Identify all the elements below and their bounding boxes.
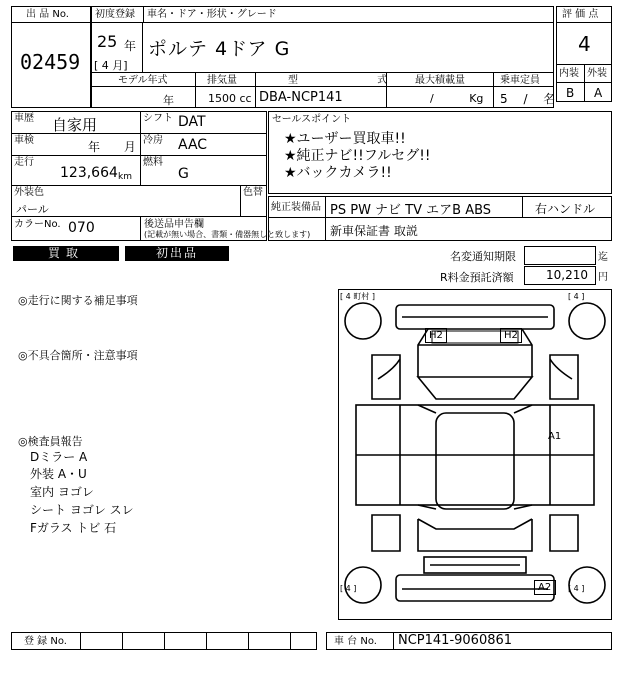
exterior-grade: A xyxy=(594,86,603,100)
exterior-label: 外装 xyxy=(587,68,607,79)
fuel-value: G xyxy=(178,166,189,182)
mileage-unit: km xyxy=(118,172,132,182)
inspector-report-label: ◎検査員報告 xyxy=(18,435,83,448)
color-value: パール xyxy=(16,203,49,216)
reg-month: [ 4 月] xyxy=(94,59,128,72)
chassis-number: NCP141-9060861 xyxy=(398,633,513,648)
capacity-label: 乗車定員 xyxy=(500,75,540,86)
max-load: / Kg xyxy=(430,92,484,105)
sales-point-line-2: ★純正ナビ!!フルセグ!! xyxy=(284,148,431,164)
name-change-label: 名変通知期限 xyxy=(450,250,516,263)
sales-point-label: セールスポイント xyxy=(272,114,352,125)
capacity: 5 / 名 xyxy=(500,92,556,106)
car-label: 車名・ドア・形状・グレード xyxy=(147,9,277,20)
inspector-line-3: 室内 ヨゴレ xyxy=(30,485,94,499)
max-load-label: 最大積載量 xyxy=(415,75,465,86)
history-label: 車歴 xyxy=(14,113,34,124)
first-reg-label: 初度登録 xyxy=(95,9,135,20)
listing-bar: 初出品 xyxy=(125,246,229,261)
recycle-unit: 円 xyxy=(598,272,608,283)
diagram-corner-tr: [ 4 ] xyxy=(568,292,585,301)
color-no-value: 070 xyxy=(68,220,95,236)
buy-bar: 買取 xyxy=(13,246,119,261)
shift-label: シフト xyxy=(143,113,173,124)
history-value: 自家用 xyxy=(52,116,98,134)
name-change-field xyxy=(524,246,596,265)
diagram-corner-tl: [ 4 町村 ] xyxy=(340,292,375,301)
sales-point-line-3: ★バックカメラ!! xyxy=(284,165,392,181)
name-change-unit: 迄 xyxy=(598,252,608,263)
rating-label: 評 価 点 xyxy=(562,9,599,20)
displacement-label: 排気量 xyxy=(207,75,237,86)
color-label: 外装色 xyxy=(14,187,44,198)
wheel-front-left xyxy=(345,303,381,339)
warranty-value: 新車保証書 取説 xyxy=(330,224,418,238)
interior-label: 内装 xyxy=(559,68,579,79)
inspection-label: 車検 xyxy=(14,135,34,146)
recycle-value: 10,210 xyxy=(546,268,588,282)
mileage-label: 走行 xyxy=(14,157,34,168)
equipment-label: 純正装備品 xyxy=(271,202,321,213)
lot-number: 02459 xyxy=(20,50,81,74)
model-year-unit: 年 xyxy=(163,94,174,107)
registration-label: 登 録 No. xyxy=(24,636,67,647)
inspector-line-5: Fガラス トビ 石 xyxy=(30,521,117,535)
docs-label: 後送品申告欄 xyxy=(144,219,204,230)
mileage-value: 123,664 xyxy=(60,165,118,181)
type-label: 型 式 xyxy=(288,75,426,86)
model-year-label: モデル年式 xyxy=(118,75,168,86)
color-change-label: 色替 xyxy=(243,187,263,198)
inspector-line-2: 外装 A・U xyxy=(30,467,87,481)
damage-mark-h2-right-label: H2 xyxy=(504,330,518,341)
displacement: 1500 cc xyxy=(208,92,252,105)
diagram-corner-br: [ 4 ] xyxy=(568,584,585,593)
inspection-value: 年 月 xyxy=(88,140,136,154)
ac-value: AAC xyxy=(178,137,208,153)
reg-year: 25 xyxy=(97,32,118,51)
car-diagram-drawing xyxy=(338,289,612,620)
type-value: DBA-NCP141 xyxy=(259,90,343,105)
color-no-label: カラーNo. xyxy=(14,219,61,230)
inspector-line-4: シート ヨゴレ スレ xyxy=(30,503,134,517)
car-name: ポルテ 4ドア G xyxy=(148,38,291,60)
docs-note: (記載が無い場合、書類・備器無しと致します) xyxy=(144,230,311,239)
lot-label: 出 品 No. xyxy=(26,9,69,20)
shift-value: DAT xyxy=(178,114,206,130)
steering-value: 右ハンドル xyxy=(535,202,596,216)
chassis-label: 車 台 No. xyxy=(334,636,377,647)
wheel-front-right xyxy=(569,303,605,339)
damage-mark-a2-label: A2 xyxy=(538,582,552,593)
driving-remarks-label: ◎走行に関する補足事項 xyxy=(18,294,138,307)
damage-mark-h2-left-label: H2 xyxy=(429,330,443,341)
damage-mark-a1: A1 xyxy=(548,431,562,442)
defect-remarks-label: ◎不具合箇所・注意事項 xyxy=(18,349,138,362)
inspector-line-1: Dミラー A xyxy=(30,450,88,464)
reg-year-unit: 年 xyxy=(124,39,137,53)
equipment-items: PS PW ナビ TV エアB ABS xyxy=(330,203,492,218)
ac-label: 冷房 xyxy=(143,135,163,146)
fuel-label: 燃料 xyxy=(143,157,163,168)
recycle-label: R料金預託済額 xyxy=(440,271,514,284)
interior-grade: B xyxy=(566,86,575,100)
diagram-corner-bl: [ 4 ] xyxy=(340,584,357,593)
sales-point-line-1: ★ユーザー買取車!! xyxy=(284,131,406,147)
rating-value: 4 xyxy=(578,32,591,56)
